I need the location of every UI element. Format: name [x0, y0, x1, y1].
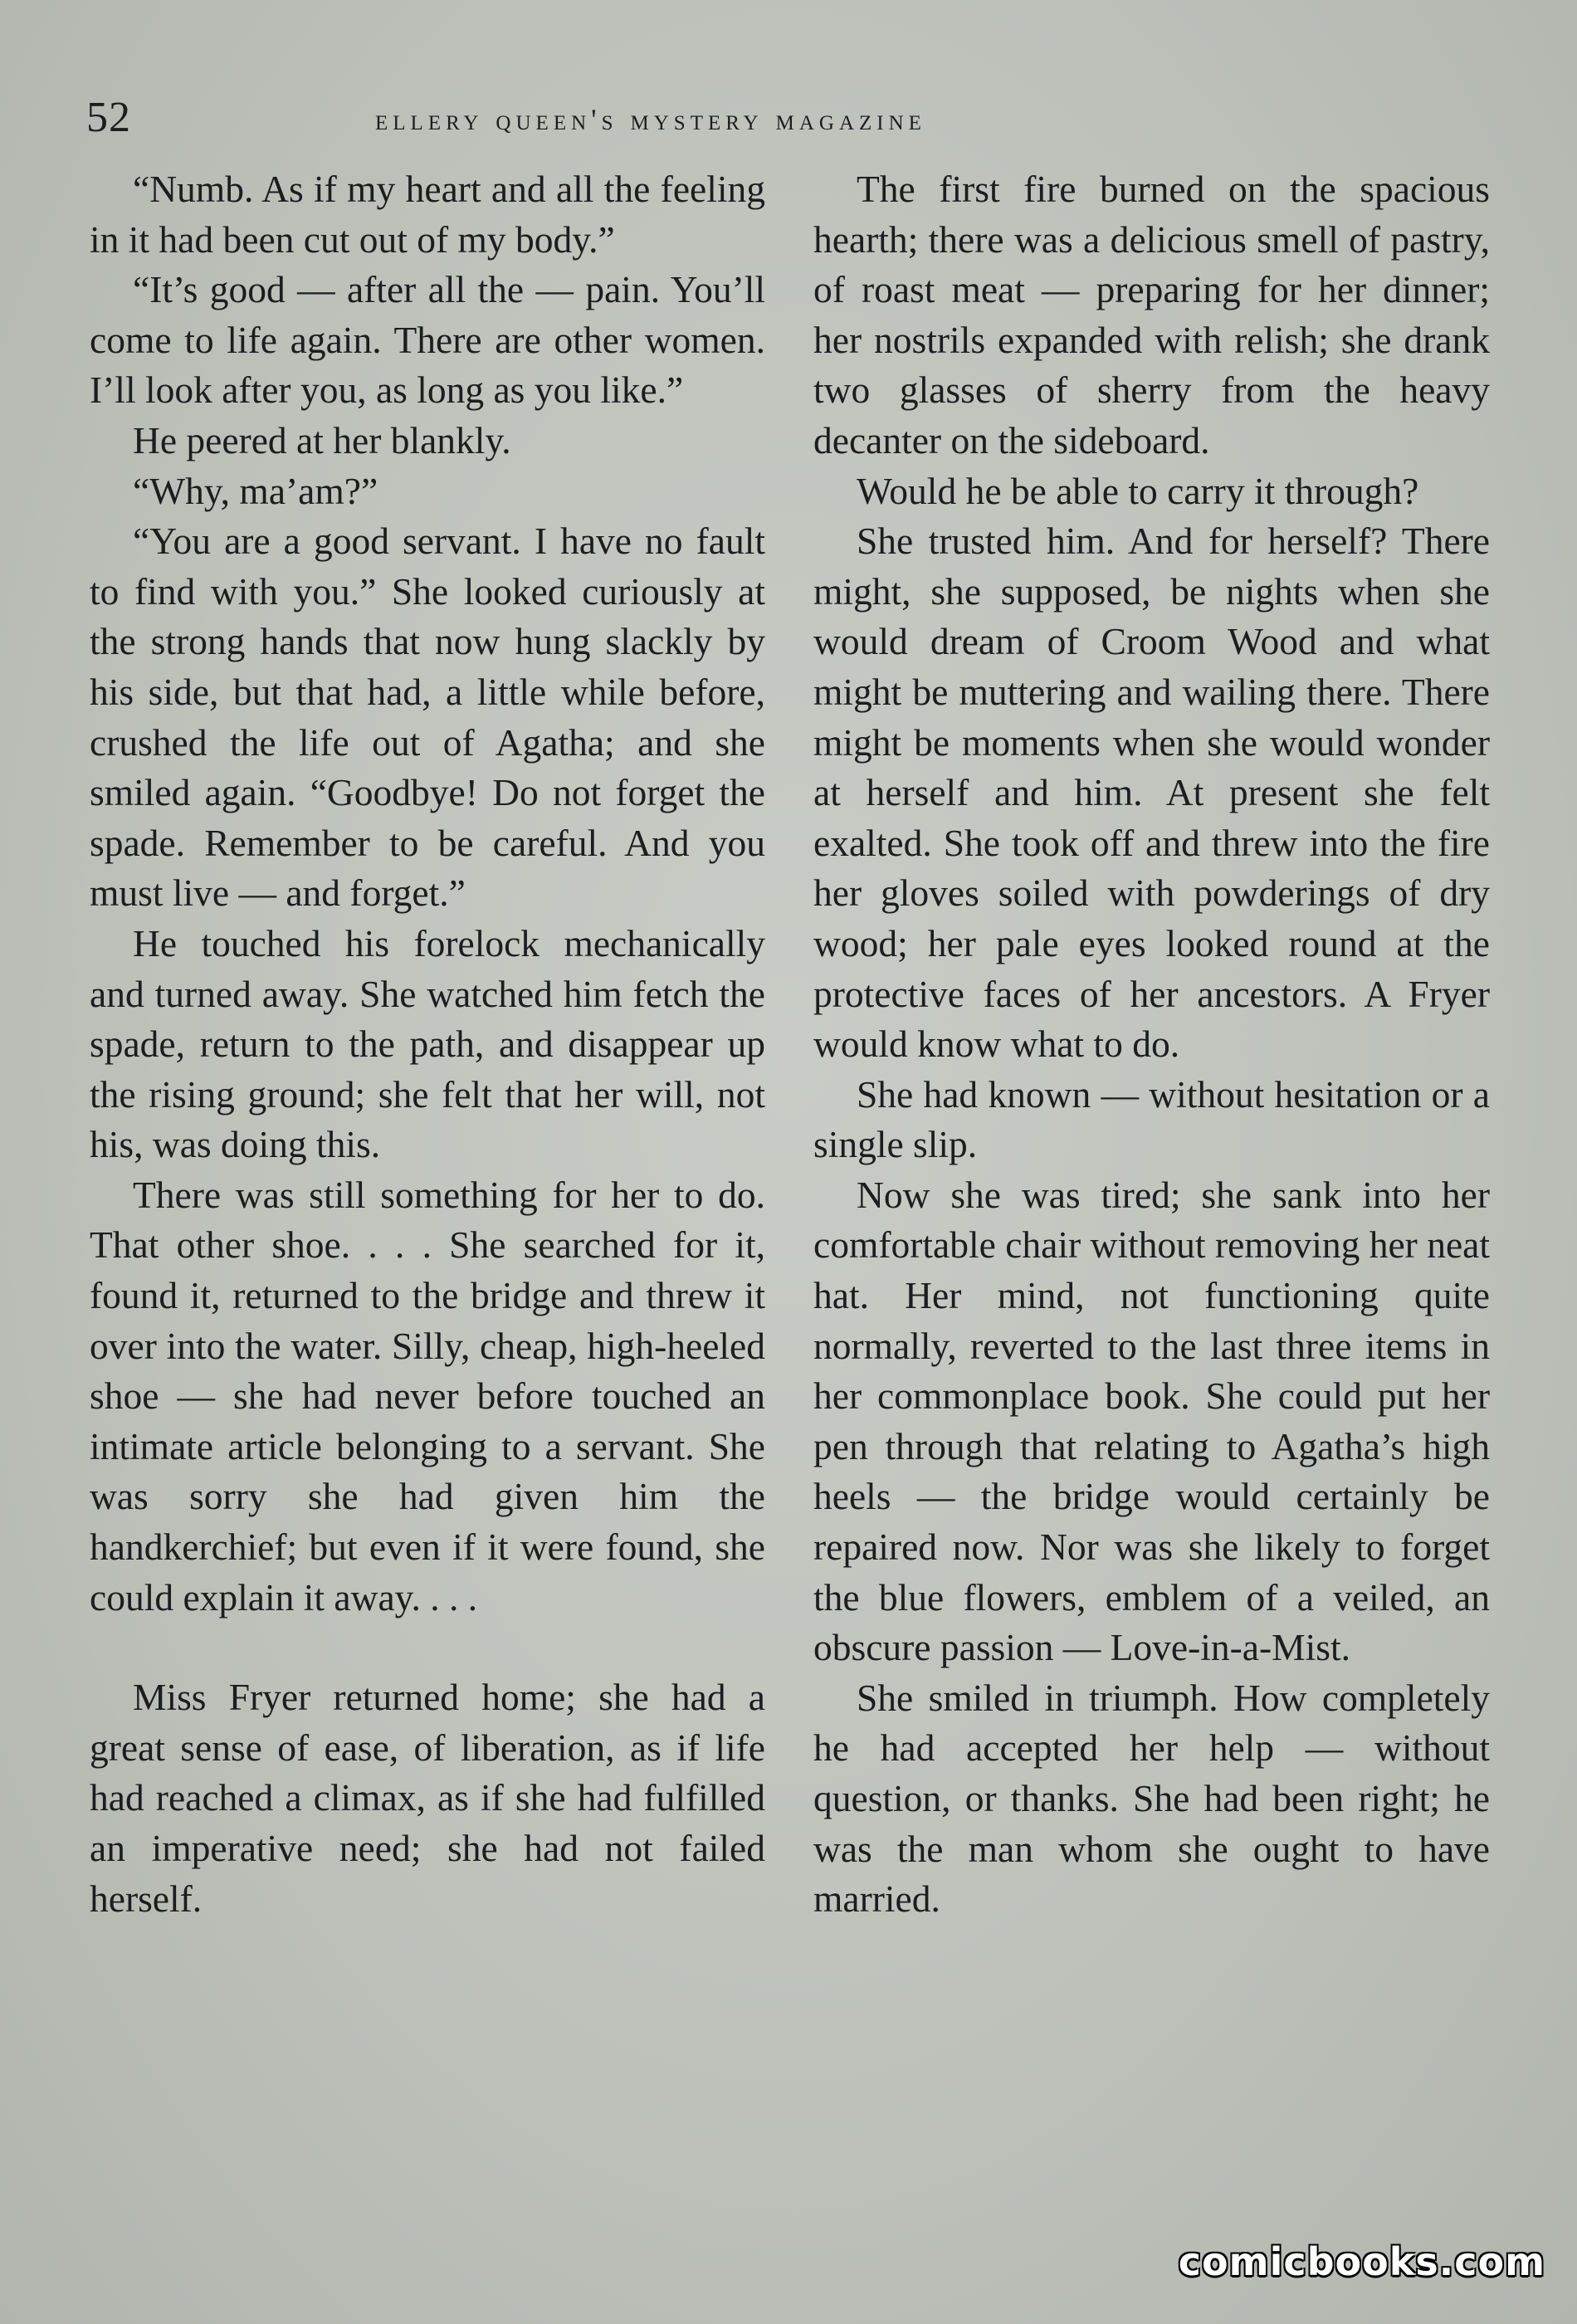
- running-head: ellery queen's mystery magazine: [375, 103, 926, 136]
- paragraph: He touched his forelock mechanically and turned away. She watched him fetch the spade, return to the path, and disappear up the rising ground; she felt that her will, not his, was doing this.: [90, 921, 765, 1166]
- paragraph: Miss Fryer returned home; she had a great sense of ease, of liberation, as if life had reached a climax, as if she had fulfilled an imperative need; she had not failed herself.: [90, 1676, 765, 1920]
- paragraph: Would he be able to carry it through?: [857, 469, 1419, 512]
- paragraph: She trusted him. And for herself? There might, she supposed, be nights when she would dream of Croom Wood and what might be muttering and wailing there. There might be moments when she would wonder at herself and him. At present she felt exalted. She took off and threw into the fire her gloves soiled with powderings of dry wood; her pale eyes looked round at the protective faces of her ancestors. A Fryer would know what to do.: [813, 520, 1490, 1066]
- paragraph: “It’s good — after all the — pain. You’ll come to life again. There are other women. I’ll look after you, as long as you like.”: [90, 268, 765, 412]
- paragraph: He peered at her blankly.: [133, 418, 511, 461]
- paragraph: Now she was tired; she sank into her comfortable chair without removing her neat hat. Her mind, not functioning quite normally, reverted to the last three items in her commonplace book. She could put her pen through that relating to Agatha’s high heels — the bridge would certainly be repaired now. Nor was she likely to forget the blue flowers, emblem of a veiled, an obscure passion — Love-in-a-Mist.: [813, 1173, 1490, 1669]
- page-number: 52: [86, 94, 131, 141]
- paragraph: “You are a good servant. I have no fault to find with you.” She looked curiously at the strong hands that now hung slackly by his side, but that had, a little while before, crushed the life out of Agatha; and she smiled again. “Goodbye! Do not forget the spade. Remember to be careful. And you must live — and forget.”: [90, 520, 765, 915]
- left-column: [90, 164, 765, 1924]
- paragraph: There was still something for her to do. That other shoe. . . . She searched for it, found it, returned to the bridge and threw it over into the water. Silly, cheap, high-heeled shoe — she had never before touched an intimate article belonging to a servant. She was sorry she had given him the handkerchief; but even if it were found, she could explain it away. . . .: [90, 1173, 765, 1618]
- site-watermark: comicbooks.com: [1178, 2239, 1545, 2284]
- paragraph: “Numb. As if my heart and all the feeling in it had been cut out of my body.”: [90, 168, 765, 261]
- paragraph: She had known — without hesitation or a single slip.: [813, 1072, 1490, 1166]
- paragraph: The first fire burned on the spacious hearth; there was a delicious smell of pastry, of roast meat — preparing for her dinner; her nostrils expanded with relish; she drank two glasses of sherry from the heavy decanter on the sideboard.: [813, 168, 1490, 461]
- right-column: [813, 164, 1490, 1925]
- paragraph: She smiled in triumph. How completely he had accepted her help — without question, or thanks. She had been right; he was the man whom she ought to have married.: [813, 1676, 1490, 1921]
- paragraph: “Why, ma’am?”: [133, 469, 378, 512]
